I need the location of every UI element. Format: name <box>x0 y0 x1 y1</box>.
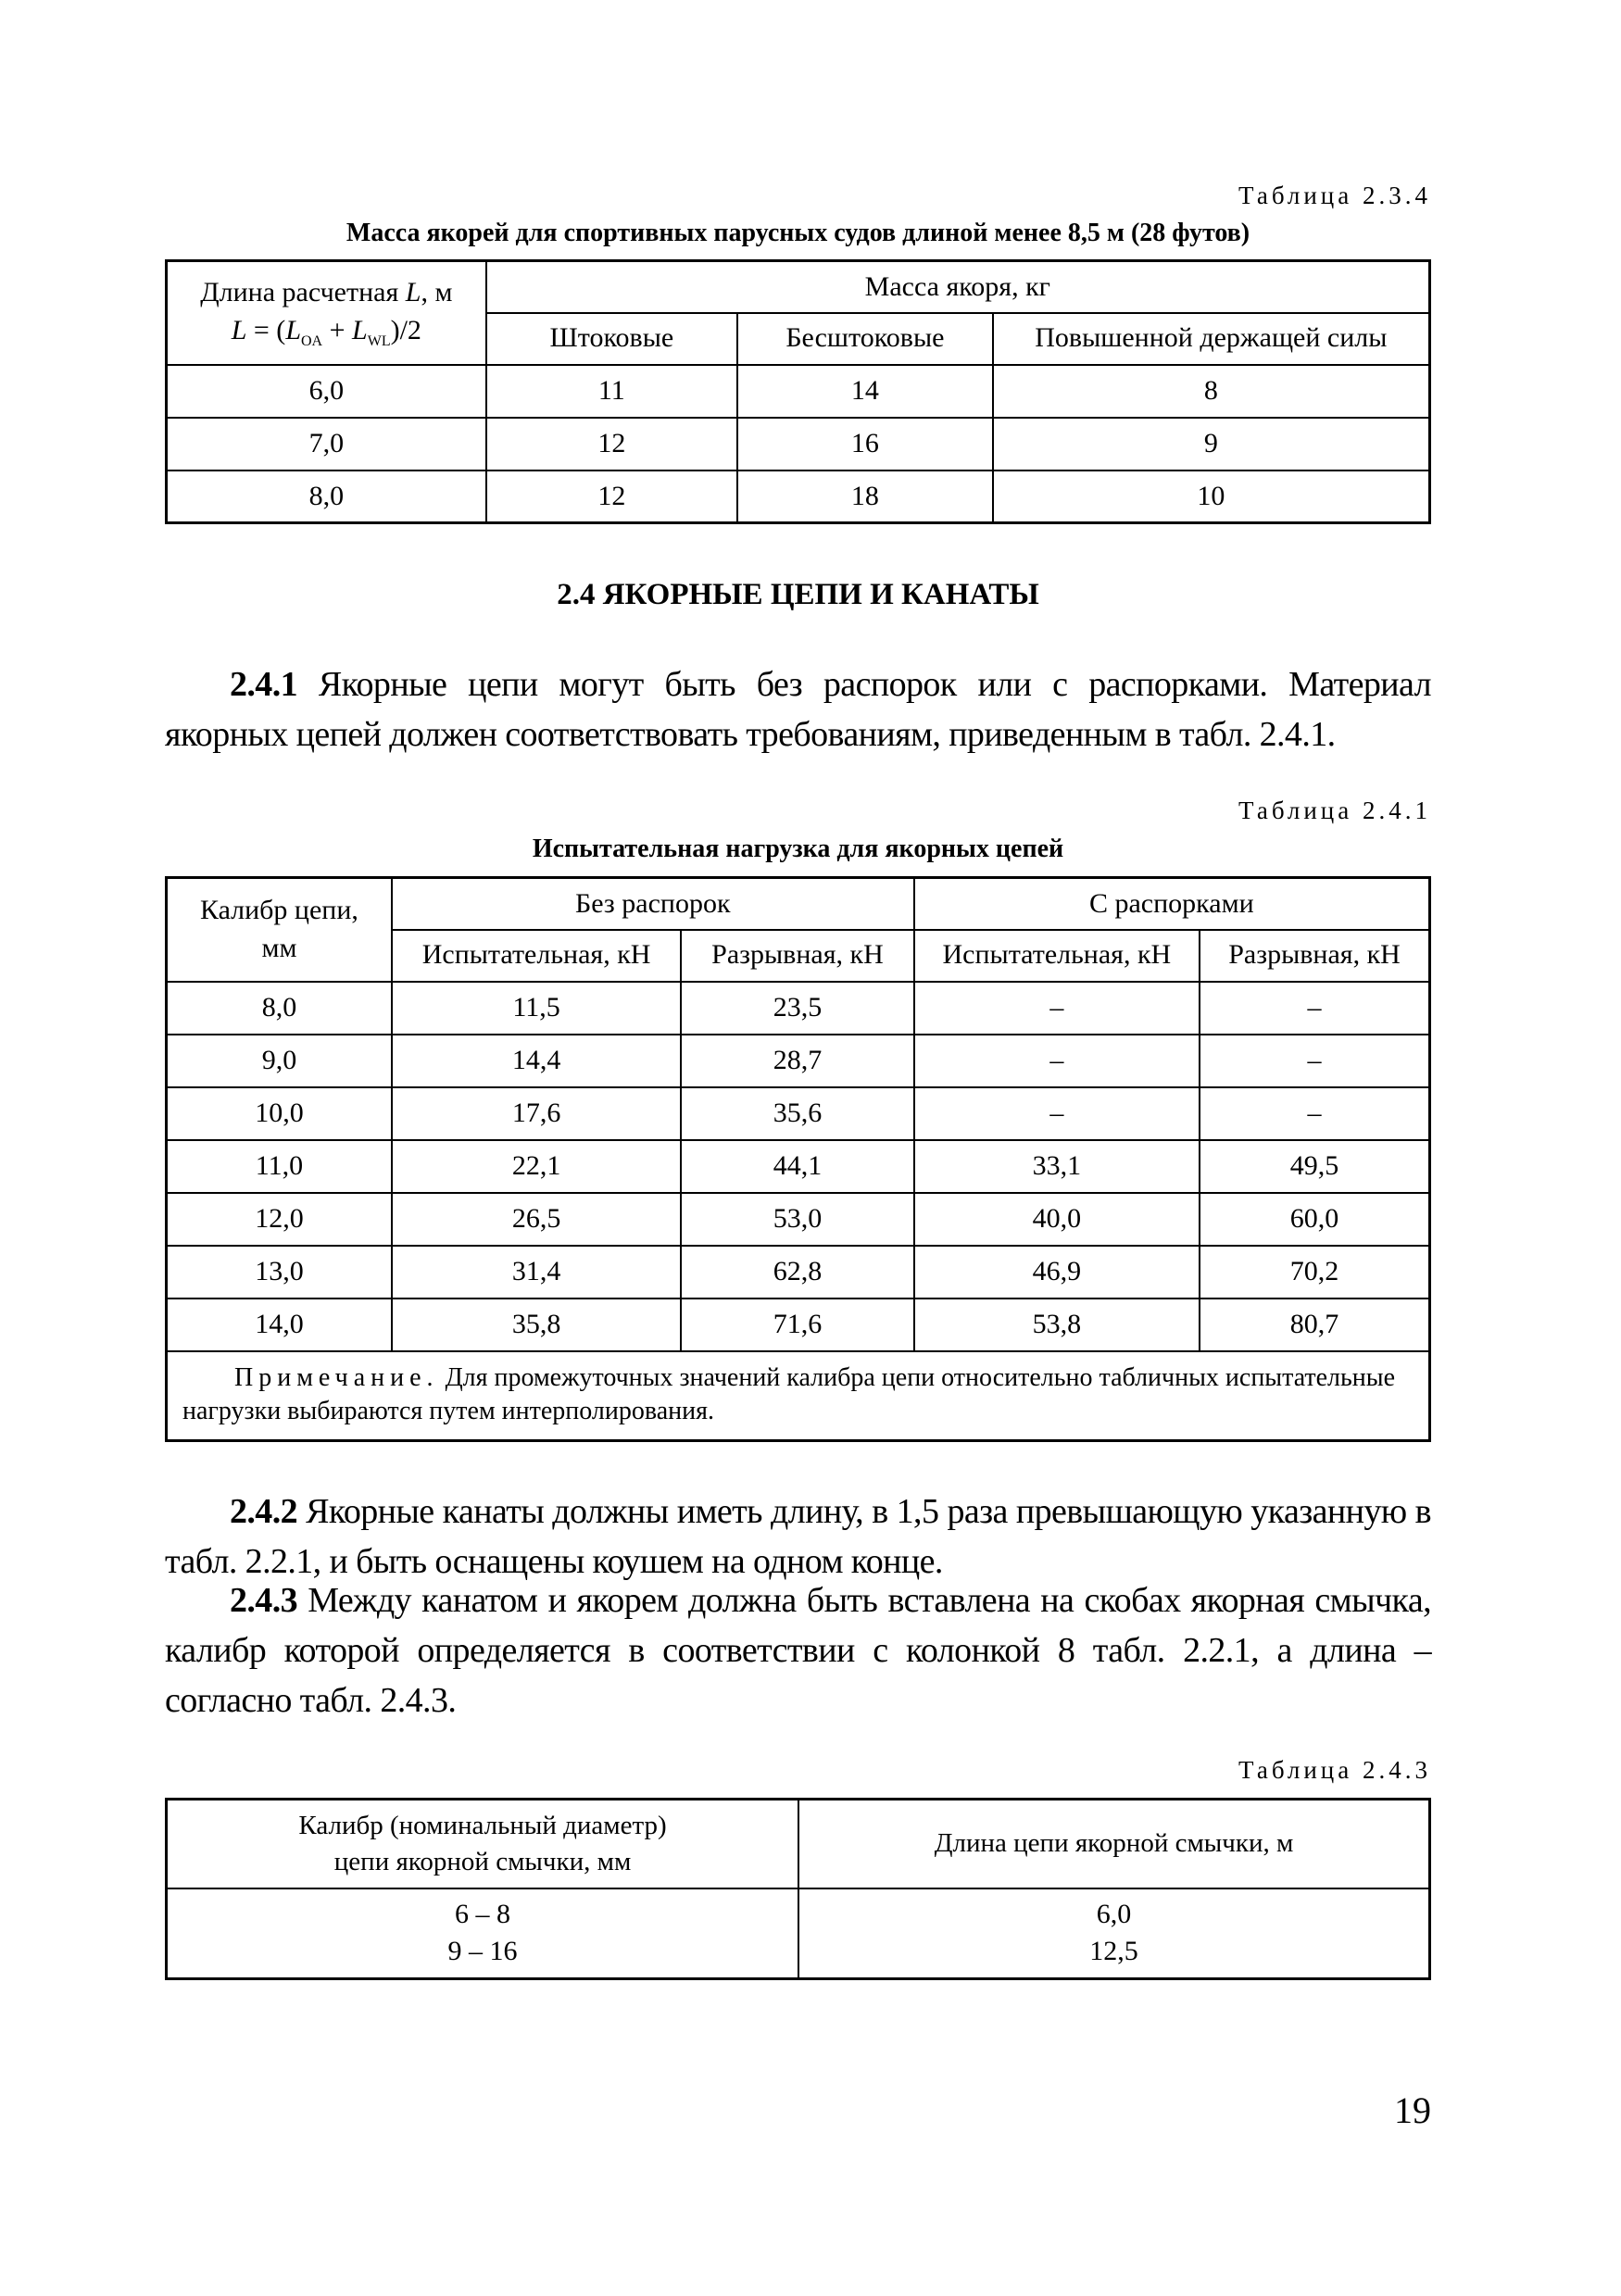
table234-cell: 12 <box>486 470 737 523</box>
table241-cell: 17,6 <box>392 1087 681 1140</box>
table241-cell: 70,2 <box>1200 1246 1429 1299</box>
table241-cell: 8,0 <box>167 982 392 1035</box>
table241-cell: 13,0 <box>167 1246 392 1299</box>
table241-cell: – <box>1200 982 1429 1035</box>
table243-cell <box>167 1888 799 1979</box>
table-caption-234: Таблица 2.3.4 <box>1238 182 1431 209</box>
cell-line: 12,5 <box>1089 1936 1138 1967</box>
table-2-4-1 <box>165 876 1431 1442</box>
table234-group-header: Масса якоря, кг <box>486 261 1430 313</box>
table241-cell: – <box>914 982 1200 1035</box>
table241-col1-header: Калибр цепи, мм <box>167 878 392 982</box>
table-title-241: Испытательная нагрузка для якорных цепей <box>532 834 1064 863</box>
table234-cell: 6,0 <box>167 365 486 418</box>
table241-cell: – <box>1200 1035 1429 1087</box>
table234-col1-header: Длина расчетная L, м $L = (L_{OA} + L_{WL})/2$ <box>167 261 486 365</box>
table241-cell: 35,6 <box>681 1087 913 1140</box>
header-line: цепи якорной смычки, мм <box>333 1846 632 1876</box>
table241-cell: 49,5 <box>1200 1140 1429 1193</box>
table241-cell: 12,0 <box>167 1193 392 1246</box>
table-2-4-3 <box>165 1798 1431 1980</box>
table243-col1-header <box>167 1800 799 1888</box>
table234-cell: 16 <box>737 418 993 470</box>
table241-cell: 11,5 <box>392 982 681 1035</box>
table234-cell: 7,0 <box>167 418 486 470</box>
table241-cell: 31,4 <box>392 1246 681 1299</box>
table241-header-cell: Разрывная, кН <box>681 930 913 982</box>
table241-cell: 35,8 <box>392 1299 681 1351</box>
table241-cell: 14,4 <box>392 1035 681 1087</box>
paragraph-text: Якорные канаты должны иметь длину, в 1,5 раза превышающую указанную в табл. 2.2.1, и быть оснащены коушем на одном конце. <box>165 1492 1432 1581</box>
table243-cell <box>798 1888 1429 1979</box>
table241-header-cell: Испытательная, кН <box>914 930 1200 982</box>
paragraph-2-4-3 <box>165 1575 1431 1725</box>
table234-cell: 18 <box>737 470 993 523</box>
table241-cell: 60,0 <box>1200 1193 1429 1246</box>
table241-cell: 9,0 <box>167 1035 392 1087</box>
paragraph-number: 2.4.3 <box>230 1581 298 1620</box>
table241-cell: 26,5 <box>392 1193 681 1246</box>
page-number: 19 <box>1394 2089 1431 2131</box>
paragraph-number: 2.4.1 <box>230 665 298 704</box>
paragraph-text: Якорные цепи могут быть без распорок или с распорками. Материал якорных цепей должен соответствовать требованиям, приведенным в табл. 2.4.1. <box>165 665 1432 754</box>
table-caption-243: Таблица 2.4.3 <box>1238 1756 1431 1784</box>
cell-line: 6,0 <box>1096 1898 1132 1929</box>
table241-cell: 44,1 <box>681 1140 913 1193</box>
table241-header-cell: Испытательная, кН <box>392 930 681 982</box>
table241-cell: 14,0 <box>167 1299 392 1351</box>
table241-cell: 23,5 <box>681 982 913 1035</box>
table241-note <box>167 1351 1430 1441</box>
table234-cell: 11 <box>486 365 737 418</box>
table234-cell: 12 <box>486 418 737 470</box>
table241-cell: 33,1 <box>914 1140 1200 1193</box>
table241-cell: 71,6 <box>681 1299 913 1351</box>
table241-cell: 62,8 <box>681 1246 913 1299</box>
table241-cell: 46,9 <box>914 1246 1200 1299</box>
table241-group-header: С распорками <box>914 878 1430 930</box>
note-text: Для промежуточных значений калибра цепи относительно табличных испытательные нагрузки выбираются путем интерполирования. <box>182 1362 1396 1425</box>
cell-line: 9 – 16 <box>447 1936 518 1967</box>
table234-header-cell: Бесштоковые <box>737 313 993 365</box>
table241-cell: 53,8 <box>914 1299 1200 1351</box>
table241-cell: 22,1 <box>392 1140 681 1193</box>
table241-cell: – <box>914 1087 1200 1140</box>
cell-line: 6 – 8 <box>455 1898 511 1929</box>
table241-cell: 10,0 <box>167 1087 392 1140</box>
table-title-234: Масса якорей для спортивных парусных судов длиной менее 8,5 м (28 футов) <box>346 219 1250 247</box>
table241-cell: 80,7 <box>1200 1299 1429 1351</box>
paragraph-2-4-1 <box>165 659 1431 759</box>
paragraph-text: Между канатом и якорем должна быть вставлена на скобах якорная смычка, калибр которой определяется в соответствии с колонкой 8 табл. 2.2.1, а длина – согласно табл. 2.4.3. <box>165 1581 1431 1720</box>
note-label: Примечание. <box>234 1362 439 1392</box>
table234-header-cell: Повышенной держащей силы <box>993 313 1430 365</box>
table-2-3-4 <box>165 259 1431 524</box>
table243-col2-header: Длина цепи якорной смычки, м <box>798 1800 1429 1888</box>
header-line: Калибр (номинальный диаметр) <box>298 1810 667 1840</box>
paragraph-2-4-2 <box>165 1487 1431 1587</box>
table234-cell: 14 <box>737 365 993 418</box>
table241-cell: 28,7 <box>681 1035 913 1087</box>
table234-cell: 8 <box>993 365 1430 418</box>
table234-cell: 8,0 <box>167 470 486 523</box>
table241-cell: 11,0 <box>167 1140 392 1193</box>
table241-cell: – <box>1200 1087 1429 1140</box>
paragraph-number: 2.4.2 <box>230 1492 298 1531</box>
table234-cell: 10 <box>993 470 1430 523</box>
table241-cell: – <box>914 1035 1200 1087</box>
table-caption-241: Таблица 2.4.1 <box>1238 797 1431 824</box>
section-heading: 2.4 ЯКОРНЫЕ ЦЕПИ И КАНАТЫ <box>557 578 1039 611</box>
table241-group-header: Без распорок <box>392 878 914 930</box>
table234-header-cell: Штоковые <box>486 313 737 365</box>
table234-cell: 9 <box>993 418 1430 470</box>
table241-cell: 40,0 <box>914 1193 1200 1246</box>
table241-header-cell: Разрывная, кН <box>1200 930 1429 982</box>
table241-cell: 53,0 <box>681 1193 913 1246</box>
